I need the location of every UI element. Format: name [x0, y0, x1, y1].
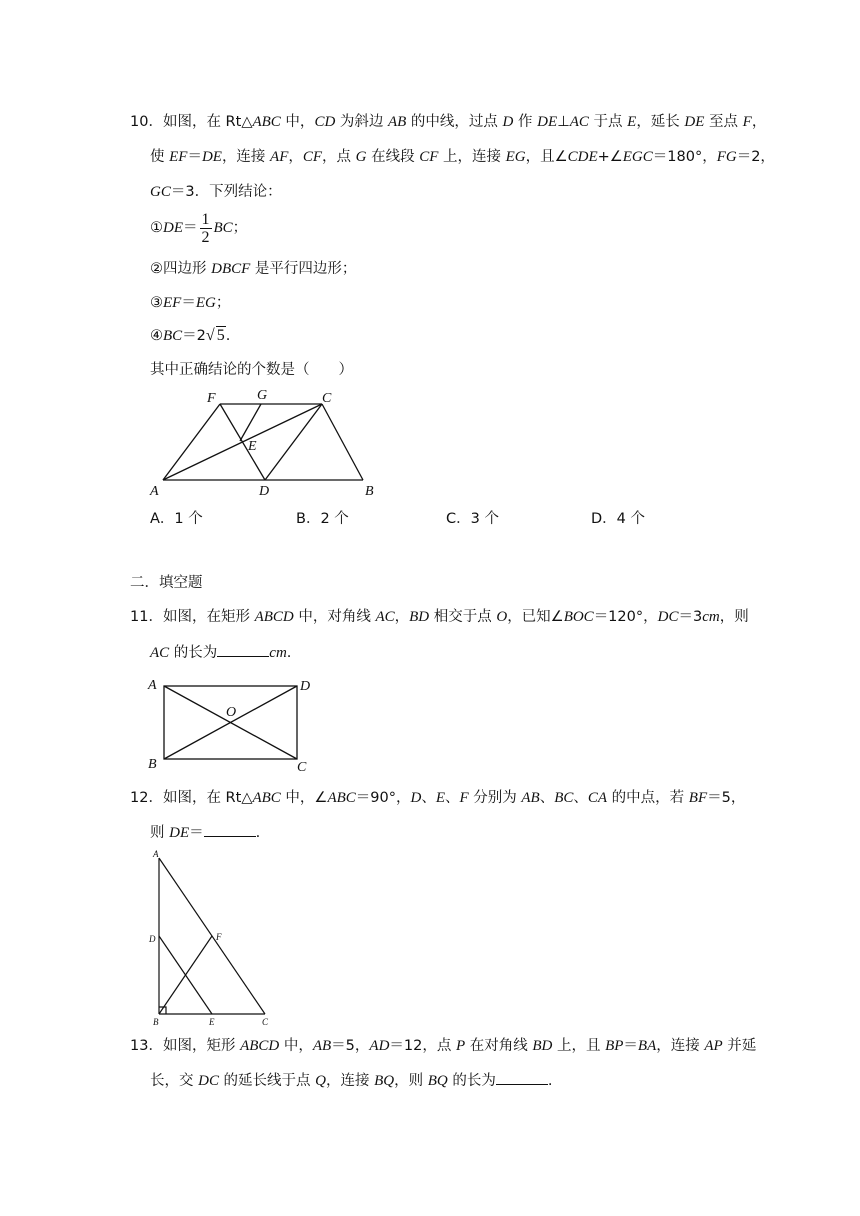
segment-af [163, 404, 220, 480]
q12-figure [145, 846, 285, 1030]
q11-line-1: 11．如图，在矩形 ABCD 中，对角线 AC，BD 相交于点 O，已知∠BOC＝120°，DC＝3cm，则 [130, 609, 749, 625]
answer-blank[interactable] [217, 642, 269, 657]
label-e: E [248, 439, 257, 454]
q10-line-2: 使 EF＝DE，连接 AF，CF，点 G 在线段 CF 上，连接 EG，且∠CDE+∠EGC＝180°，FG＝2， [150, 149, 775, 165]
q13-line-2: 长，交 DC 的延长线于点 Q，连接 BQ，则 BQ 的长为 . [150, 1070, 552, 1091]
q11-figure [145, 674, 325, 774]
q10-prompt: 其中正确结论的个数是（ ） [150, 362, 353, 378]
q10-conclusion-4: ④BC＝2√ 5. [150, 327, 231, 344]
answer-blank[interactable] [496, 1070, 548, 1085]
q12-line-1: 12．如图，在 Rt△ABC 中，∠ABC＝90°，D、E、F 分别为 AB、BC、CA 的中点，若 BF＝5， [130, 790, 746, 806]
q10-option-c[interactable]: C．3 个 [446, 511, 499, 527]
q10-line-3: GC＝3．下列结论： [150, 184, 282, 200]
label-a: A [148, 678, 157, 693]
segment-cb [322, 404, 363, 480]
label-b: B [148, 757, 157, 772]
q11-line-2: AC 的长为 cm. [150, 642, 291, 663]
q13-line-1: 13．如图，矩形 ABCD 中，AB＝5，AD＝12，点 P 在对角线 BD 上，且 BP＝BA，连接 AP 并延 [130, 1038, 757, 1054]
q10-option-d[interactable]: D．4 个 [591, 511, 645, 527]
segment-ge [240, 404, 261, 441]
label-a: A [153, 849, 159, 859]
q10-conclusion-3: ③EF＝EG； [150, 295, 231, 311]
answer-blank[interactable] [204, 822, 256, 837]
label-a: A [150, 484, 159, 499]
label-c: C [297, 760, 307, 774]
label-d: D [300, 679, 311, 694]
segment-fd [220, 404, 265, 480]
label-d: D [149, 934, 156, 944]
q10-line-1: 10．如图，在 Rt△ABC 中，CD 为斜边 AB 的中线，过点 D 作 DE⊥AC 于点 E，延长 DE 至点 F， [130, 114, 767, 130]
q10-option-a[interactable]: A．1 个 [150, 511, 203, 527]
segment-cd [265, 404, 322, 480]
q10-option-b[interactable]: B．2 个 [296, 511, 349, 527]
label-o: O [226, 705, 237, 720]
label-b: B [153, 1017, 159, 1027]
q12-line-2: 则 DE＝ . [150, 822, 260, 843]
section-title-fill-in: 二．填空题 [130, 575, 203, 591]
q10-conclusion-2: ②四边形 DBCF 是平行四边形； [150, 261, 357, 277]
fraction-one-half: $\frac{1}{2}$ [201, 210, 210, 246]
q10-figure [145, 385, 385, 500]
sqrt-radicand: 5 [216, 327, 225, 344]
label-g: G [257, 388, 268, 403]
label-c: C [322, 391, 332, 406]
label-e: E [209, 1017, 215, 1027]
label-f: F [216, 932, 222, 942]
label-c: C [262, 1017, 269, 1027]
label-d: D [259, 484, 270, 499]
label-b: B [365, 484, 374, 499]
label-f: F [207, 391, 216, 406]
q10-conclusion-1: ①DE＝ $\frac{1}{2}$ BC； [150, 210, 248, 246]
